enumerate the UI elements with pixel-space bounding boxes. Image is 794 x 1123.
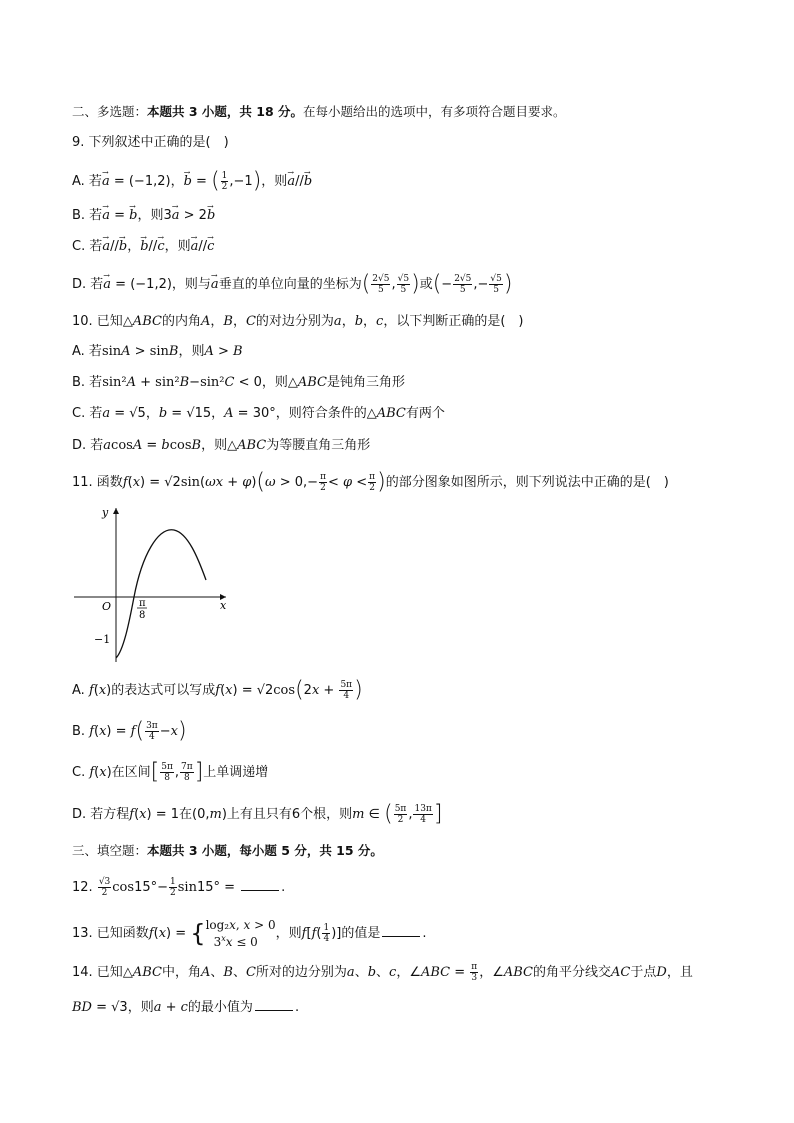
q11-option-b: B. f(x) = f( $\frac{3\pi}{4}$ −x) bbox=[72, 718, 187, 744]
q14-answer-blank[interactable] bbox=[255, 998, 293, 1011]
q11-function-graph bbox=[68, 500, 238, 665]
q14-line-2: BD = √3，则a + c的最小值为 . bbox=[72, 1000, 300, 1015]
q14-line-1: 14. 已知△ABC中，角A、B、C所对的边分别为a、b、c，∠ABC = $\frac{\pi}{3}$ ，∠ABC的角平分线交AC于点D，且 bbox=[72, 962, 693, 983]
y-tick-label: −1 bbox=[94, 633, 111, 646]
q13-answer-blank[interactable] bbox=[382, 924, 420, 937]
function-curve bbox=[116, 530, 206, 658]
q12-stem: 12. $\frac{√3}{2}$ cos15°− $\frac{1}{2}$ sin15° = . bbox=[72, 877, 286, 898]
svg-text:8: 8 bbox=[139, 610, 146, 621]
q9-option-c: C. 若→ a//→ b，→ b//→ c，则→ a//→ c bbox=[72, 238, 214, 256]
q10-stem: 10. 已知△ABC的内角A，B，C的对边分别为a，b，c，以下判断正确的是( ) bbox=[72, 314, 524, 329]
q12-answer-blank[interactable] bbox=[241, 878, 279, 891]
q9-option-a: A. 若→ a = (−1,2)，→ b = ( $\frac{1}{2}$ ,−1)，则→ a//→ b bbox=[72, 171, 312, 192]
y-axis-label: y bbox=[102, 506, 109, 519]
section-3-title: 三、填空题：本题共 3 小题，每小题 5 分，共 15 分。 bbox=[72, 843, 383, 858]
x-tick-label bbox=[137, 598, 147, 621]
q10-option-b: B. 若sin²A + sin²B−sin²C < 0，则△ABC是钝角三角形 bbox=[72, 375, 406, 390]
section-2-title: 二、多选题：本题共 3 小题，共 18 分。在每小题给出的选项中，有多项符合题目要求。 bbox=[72, 104, 566, 119]
q9-stem: 9. 下列叙述中正确的是( ) bbox=[72, 135, 229, 150]
q9-option-b: B. 若→ a = → b，则3→ a > 2→ b bbox=[72, 207, 215, 225]
origin-label: O bbox=[102, 600, 112, 613]
x-axis-label: x bbox=[220, 599, 227, 612]
q10-option-a: A. 若sinA > sinB，则A > B bbox=[72, 344, 243, 359]
q9-option-d: D. 若→ a = (−1,2)，则与→ a垂直的单位向量的坐标为( $\frac{2√5}{5}$ , $\frac{√5}{5}$ )或(− $\frac{2√5}{5}$ ,− $\frac{√5}{5}$ ) bbox=[72, 274, 512, 295]
q11-option-c: C. f(x)在区间[ $\frac{5\pi}{8}$ , $\frac{7\pi}{8}$ ]上单调递增 bbox=[72, 759, 269, 785]
q11-option-a: A. f(x)的表达式可以写成f(x) = √2cos(2x + $\frac{5\pi}{4}$ ) bbox=[72, 677, 363, 703]
svg-text:π: π bbox=[139, 598, 146, 609]
q10-option-c: C. 若a = √5，b = √15，A = 30°，则符合条件的△ABC有两个 bbox=[72, 406, 445, 421]
q13-stem: 13. 已知函数f(x) = { log₂x, x > 0 $3^xx \le 0$ ，则f[f( $\frac{1}{4}$ )]的值是 . bbox=[72, 918, 427, 949]
q10-option-d: D. 若acosA = bcosB，则△ABC为等腰直角三角形 bbox=[72, 438, 371, 453]
q11-stem: 11. 函数f(x) = √2sin(ωx + φ)(ω > 0,− $\frac{\pi}{2}$ < φ < $\frac{\pi}{2}$ )的部分图象如图所示，则下列说法中正确的是( ) bbox=[72, 469, 669, 495]
q11-option-d: D. 若方程f(x) = 1在(0,m)上有且只有6个根，则m ∈ ( $\frac{5\pi}{2}$ , $\frac{13\pi}{4}$ ] bbox=[72, 801, 443, 827]
